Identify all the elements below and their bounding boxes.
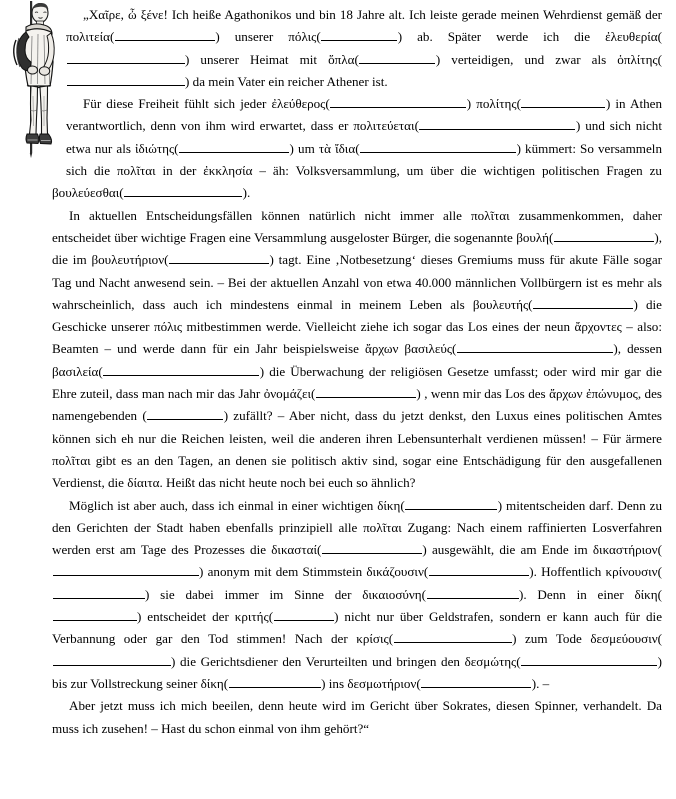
paragraph-p4: Möglich ist aber auch, dass ich einmal in einer wichtigen δίκη( ) mitentscheiden darf. Denn zu den Gerichten der Stadt haben ebenfalls prinzipiell alle πολῖται Zugang: Nach einem raffinierten Losverfahren werden erst am Tage des Prozesses die δικασταί( ) ausgewählt, die am Ende im δικαστήριον() anonym mit dem Stimmstein δικάζουσιν( ). Hoffentlich κρίνουσιν() sie dabei immer im Sinne der δικαιοσύνη( ). Denn in einer δίκη() entscheidet der κριτής( ) nicht nur über Geldstrafen, sondern er kann auch für die Verbannung oder gar den Tod stimmen! Nach der κρίσις( ) zum Tode δεσμεύουσιν() die Gerichtsdiener den Verurteilten und bringen den δεσμώτης( ) bis zur Vollstreckung seiner δίκη( ) ins δεσμωτήριον( ). – — [52, 497, 663, 691]
fill-in-blank[interactable] — [53, 609, 137, 621]
greek-term: βουλή — [516, 229, 549, 245]
fill-in-blank[interactable] — [429, 565, 529, 577]
greek-term: ἐκκλησία — [203, 163, 253, 179]
greek-term: ὁπλίτης — [617, 51, 658, 67]
fill-in-blank[interactable] — [419, 119, 575, 131]
greek-term: δίκη — [634, 586, 658, 602]
greek-term: ὀνομάζει — [263, 386, 312, 402]
fill-in-blank[interactable] — [405, 498, 497, 510]
greek-term: βουλεύεσθαι — [52, 185, 120, 201]
fill-in-blank[interactable] — [427, 587, 519, 599]
greek-term: δεσμωτήριον — [347, 675, 417, 691]
greek-term: πόλις — [153, 319, 183, 335]
greek-term: πολῖται — [52, 452, 91, 468]
greek-term: πολιτεύεται — [353, 118, 415, 134]
greek-term: κρίσις — [356, 631, 389, 647]
greek-term: πολῖται — [116, 163, 156, 179]
fill-in-blank[interactable] — [169, 253, 269, 265]
fill-in-blank[interactable] — [316, 386, 416, 398]
fill-in-blank[interactable] — [67, 52, 185, 64]
paragraph-p1: „Χαῖρε, ὦ ξένε! Ich heiße Agathonikos und bin 18 Jahre alt. Ich leiste gerade meinen Wehrdienst gemäß der πολιτεία( ) unserer πόλις( ) ab. Später werde ich die ἐλευθερία() unserer Heimat mit ὅπλα( ) verteidigen, und zwar als ὁπλίτης() da mein Vater ein reicher Athener ist. — [52, 4, 662, 93]
greek-term: ἐλευθερία — [605, 29, 658, 45]
greek-term: πολιτεία — [66, 29, 111, 45]
illustration-text-wrap-spacer — [52, 4, 66, 164]
greek-term: κριτής — [234, 609, 269, 625]
greek-term: βουλευτής — [472, 296, 529, 312]
paragraph-p5: Aber jetzt muss ich mich beeilen, denn heute wird im Gericht über Sokrates, diesen Spinner, verhandelt. Da muss ich zusehen! – Hast du schon einmal von ihm gehört?“ — [52, 698, 662, 736]
greek-term: ἐλεύθερος — [271, 96, 326, 112]
greek-term: βασιλεία — [52, 363, 99, 379]
greek-term: Χαῖρε, ὦ ξένε — [88, 7, 164, 22]
greek-term: ἄρχων ἐπώνυμος — [549, 386, 638, 402]
greek-term: πόλις — [288, 29, 317, 45]
fill-in-blank[interactable] — [229, 676, 321, 688]
fill-in-blank[interactable] — [394, 632, 512, 644]
fill-in-blank[interactable] — [103, 364, 259, 376]
fill-in-blank[interactable] — [124, 186, 242, 198]
fill-in-blank[interactable] — [147, 409, 223, 421]
fill-in-blank[interactable] — [360, 141, 516, 153]
worksheet-text-body — [52, 4, 662, 740]
fill-in-blank[interactable] — [53, 565, 199, 577]
fill-in-blank[interactable] — [457, 342, 613, 354]
greek-term: δικαιοσύνη — [362, 586, 422, 602]
greek-term: δεσμεύουσιν — [590, 631, 658, 647]
fill-in-blank[interactable] — [330, 96, 466, 108]
greek-term: βουλευτήριον — [91, 252, 165, 268]
greek-term: κρίνουσιν — [605, 564, 658, 580]
greek-term: δικάζουσιν — [366, 564, 424, 580]
fill-in-blank[interactable] — [359, 52, 435, 64]
paragraph-p3: In aktuellen Entscheidungsfällen können natürlich nicht immer alle πολῖται zusammenkommen, daher entscheidet über wichtige Fragen eine Versammlung ausgeloster Bürger, die sogenannte βουλή( ), die im βουλευτήριον( ) tagt. Eine ‚Notbesetzung‘ dieses Gremiums muss für akute Fälle sogar Tag und Nacht anwesend sein. – Bei der aktuellen Anzahl von etwa 40.000 männlichen Vollbürgern ist es mehr als wahrscheinlich, dass auch ich mindestens einmal in meinem Leben als βουλευτής( ) die Geschicke unserer πόλις mitbestimmen werde. Vielleicht ziehe ich sogar das Los eines der neun ἄρχοντες – also: Beamten – und werde dann für ein Jahr beispielsweise ἄρχων βασιλεύς( ), dessen βασιλεία( ) die Überwachung der religiösen Gesetze umfasst; oder wird mir gar die Ehre zuteil, dass man nach mir das Jahr ὀνομάζει( ) , wenn mir das Los des ἄρχων ἐπώνυμος, des namengebenden ( ) zufällt? – Aber nicht, dass du jetzt denkst, den Luxus eines politischen Amtes können sich eh nur die Reichen leisten, weil die anderen ihren Lebensunterhalt verdienen müssen! – Für ärmere πολῖται gibt es an den Tagen, an denen sie politisch aktiv sind, sogar eine Entschädigung für den ausgefallenen Verdienst, die δίαιτα. Heißt das nicht heute noch bei euch so ähnlich? — [52, 207, 662, 491]
fill-in-blank[interactable] — [554, 230, 654, 242]
greek-term: δικασταί — [271, 542, 317, 558]
fill-in-blank[interactable] — [521, 96, 605, 108]
greek-term: δικαστήριον — [592, 542, 658, 558]
fill-in-blank[interactable] — [521, 654, 657, 666]
greek-term: ἄρχων βασιλεύς — [364, 341, 453, 357]
greek-term: ἄρχοντες — [574, 319, 622, 335]
greek-term: ἰδιώτης — [135, 140, 175, 156]
greek-term: δίκη — [200, 675, 224, 691]
fill-in-blank[interactable] — [67, 74, 185, 86]
greek-term: τὰ ἴδια — [318, 140, 356, 156]
greek-term: πολῖται — [471, 207, 510, 223]
greek-term: πολῖται — [363, 519, 402, 535]
greek-term: δίκη — [377, 497, 401, 513]
greek-term: δεσμώτης — [464, 653, 517, 669]
fill-in-blank[interactable] — [115, 30, 215, 42]
fill-in-blank[interactable] — [321, 30, 397, 42]
greek-term: πολίτης — [476, 96, 517, 112]
fill-in-blank[interactable] — [53, 587, 145, 599]
paragraph-p2: Für diese Freiheit fühlt sich jeder ἐλεύθερος( ) πολίτης( ) in Athen verantwortlich, denn von ihm wird erwartet, dass er πολιτεύεται( ) und sich nicht etwa nur als ἰδιώτης( ) um τὰ ἴδια( ) kümmert: So versammeln sich die πολῖται in der ἐκκλησία – äh: Volksversammlung, um über die wichtigen politischen Fragen zu βουλεύεσθαι( ). — [52, 96, 662, 201]
greek-term: ὅπλα — [328, 51, 355, 67]
greek-term: δίαιτα — [127, 475, 160, 491]
fill-in-blank[interactable] — [53, 654, 171, 666]
fill-in-blank[interactable] — [179, 141, 289, 153]
fill-in-blank[interactable] — [322, 542, 422, 554]
fill-in-blank[interactable] — [533, 297, 633, 309]
fill-in-blank[interactable] — [274, 609, 334, 621]
fill-in-blank[interactable] — [421, 676, 531, 688]
